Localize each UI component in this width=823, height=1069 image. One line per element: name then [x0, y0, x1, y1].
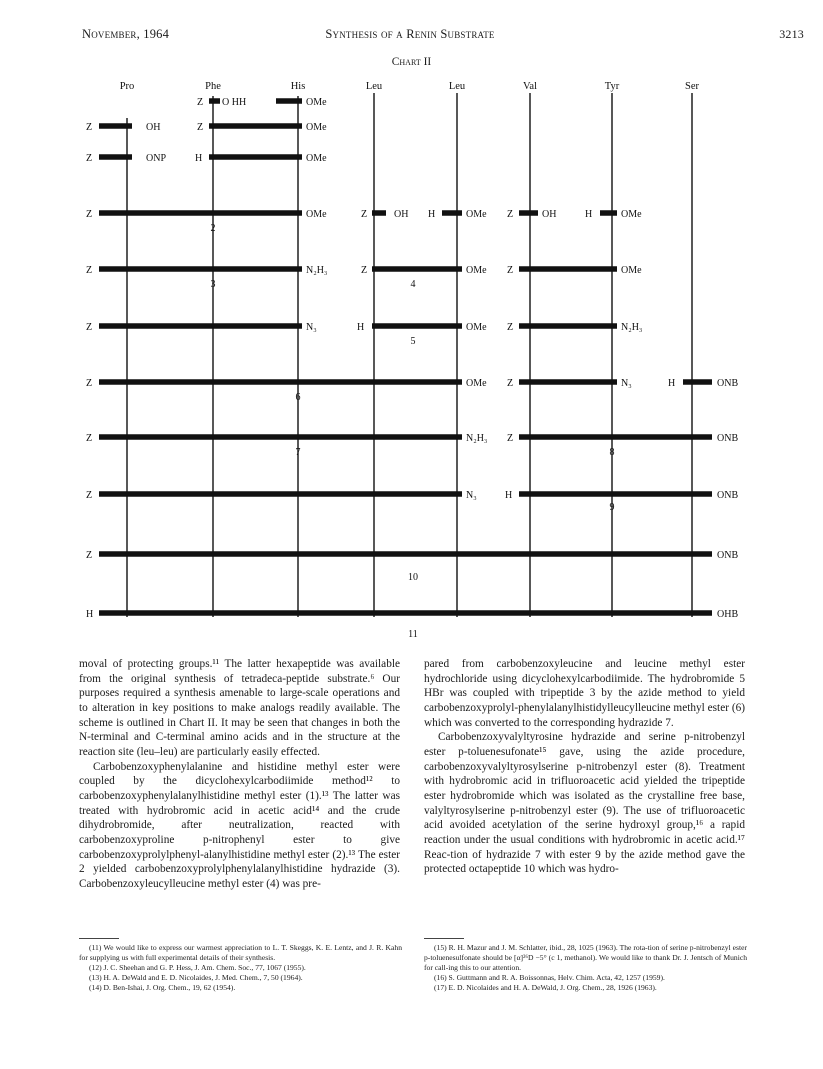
residue-label: Phe	[205, 81, 221, 92]
terminal-label: N₃	[621, 378, 632, 389]
residue-label: Tyr	[604, 81, 620, 92]
paragraph: Carbobenzoxyphenylalanine and histidine methyl ester were coupled by the dicyclohexylcarbodiimide method¹² to carbobenzoxyphenylalanylhistidine methyl ester (1).¹³ The latter was treated with hydrobromic acid in acetic acid¹⁴ and the crude dihydrobromide, after neutralization, reacted with carbobenzoxyproline p-nitrophenyl ester to give carbobenzoxyprolylphenyl-alanylhistidine methyl ester (2).¹³ The ester 2 yielded carbobenzoxyprolylphenylalanylhistidine hydrazide (3). Carbobenzoxyleucylleucine methyl ester (4) was pre-	[79, 760, 400, 890]
compound-number: 10	[408, 572, 418, 583]
terminal-label: N₃	[466, 490, 477, 501]
protecting-group-label: Z	[197, 97, 204, 108]
protecting-group-label: Z	[86, 490, 93, 501]
protecting-group-label: Z	[86, 322, 93, 333]
footnote: (13) H. A. DeWald and E. D. Nicolaides, J. Med. Chem., 7, 50 (1964).	[89, 973, 303, 982]
terminal-label: N₂H₃	[306, 265, 328, 276]
footnote: (11) We would like to express our warmest appreciation to L. T. Skeggs, K. E. Lentz, and J. R. Kahn for supplying us with full experimental details of their synthesis.	[79, 943, 402, 962]
footnote: (12) J. C. Sheehan and G. P. Hess, J. Am. Chem. Soc., 77, 1067 (1955).	[89, 963, 306, 972]
residue-label: Leu	[448, 81, 466, 92]
terminal-label: OMe	[621, 209, 642, 220]
compound-number: 5	[410, 336, 416, 347]
terminal-label: ONP	[146, 153, 167, 164]
terminal-label: ONB	[717, 378, 739, 389]
terminal-label: ONB	[717, 433, 739, 444]
protecting-group-label: H	[668, 378, 676, 389]
terminal-label: ONB	[717, 550, 739, 561]
protecting-group-label: Z	[86, 265, 93, 276]
synthesis-scheme	[0, 70, 823, 650]
terminal-label: OHB	[717, 609, 739, 620]
terminal-label: OMe	[306, 209, 327, 220]
terminal-label: OH	[542, 209, 557, 220]
terminal-label: N₃	[306, 322, 317, 333]
compound-number: 8	[609, 447, 615, 458]
residue-label: His	[290, 81, 306, 92]
compound-number: 6	[295, 392, 301, 403]
footnote: (16) S. Guttmann and R. A. Boissonnas, Helv. Chim. Acta, 42, 1257 (1959).	[434, 973, 665, 982]
residue-label: Ser	[685, 81, 699, 92]
footnote-rule	[79, 938, 119, 939]
body-column-right	[424, 657, 745, 877]
paragraph: Carbobenzoxyvalyltyrosine hydrazide and serine p-nitrobenzyl ester p-toluenesufonate¹⁵ gave, using the azide procedure, carbobenzoxyvalyltyrosylserine p-nitrobenzyl ester (8). Treatment with hydrobromic acid in trifluoroacetic acid yielded the tripeptide ester hydrobromide which was isolated as the crystalline free base, valyltyrosylserine p-nitrobenzyl ester (9). The use of trifluoroacetic acid avoided acetylation of the serine hydroxyl group,¹⁶ a rapid reaction under the usual conditions with hydrobromic in acetic acid.¹⁷ Reac-tion of hydrazide 7 with ester 9 by the azide method gave the protected octapeptide 10 which was hydro-	[424, 731, 745, 876]
footnote: (17) E. D. Nicolaides and H. A. DeWald, J. Org. Chem., 28, 1926 (1963).	[434, 983, 657, 992]
compound-number: 4	[410, 279, 416, 290]
protecting-group-label: Z	[507, 378, 514, 389]
compound-number: 11	[408, 629, 418, 640]
compound-number: 7	[295, 447, 301, 458]
paragraph: pared from carbobenzoxyleucine and leucine methyl ester hydrochloride using dicyclohexylcarbodiimide. The hydrobromide 5 HBr was coupled with tripeptide 3 by the azide method to yield carbobenzoxyprolyl-phenylalanylhistidylleucylleucine methyl ester (6) which was converted to the corresponding hydrazide 7.	[424, 658, 745, 729]
protecting-group-label: Z	[361, 209, 368, 220]
protecting-group-label: Z	[507, 265, 514, 276]
protecting-group-label: Z	[507, 209, 514, 220]
terminal-label: OMe	[306, 122, 327, 133]
footnote-rule	[424, 938, 464, 939]
protecting-group-label: H	[428, 209, 436, 220]
protecting-group-label: H	[86, 609, 94, 620]
page-number: 3213	[779, 27, 804, 41]
terminal-label: OMe	[621, 265, 642, 276]
terminal-label: N₂H₃	[466, 433, 488, 444]
protecting-group-label: Z	[361, 265, 368, 276]
terminal-label: N₂H₃	[621, 322, 643, 333]
chart-title: Chart II	[391, 56, 432, 68]
running-header	[60, 27, 804, 43]
protecting-group-label: H	[585, 209, 593, 220]
terminal-label: OMe	[466, 322, 487, 333]
residue-label: Val	[523, 81, 537, 92]
protecting-group-label: Z	[86, 209, 93, 220]
protecting-group-label: H	[505, 490, 513, 501]
protecting-group-label: Z	[86, 153, 93, 164]
journal-date: November, 1964	[82, 27, 170, 41]
terminal-label: ONB	[717, 490, 739, 501]
protecting-group-label: Z	[86, 378, 93, 389]
terminal-label: OMe	[466, 378, 487, 389]
terminal-label: O HH	[222, 97, 247, 108]
paragraph: moval of protecting groups.¹¹ The latter hexapeptide was available from the original synthesis of tetradeca-peptide substrate.⁶ Our purposes required a synthesis amenable to large-scale operations and to alteration in key positions to make analogs readily available. The scheme is outlined in Chart II. It may be seen that changes in both the N-terminal and C-terminal amino acids and in the structure at the reaction site (leu–leu) are particularly easily effected.	[79, 658, 400, 758]
protecting-group-label: Z	[507, 322, 514, 333]
residue-label: Pro	[119, 81, 135, 92]
terminal-label: OMe	[306, 153, 327, 164]
protecting-group-label: Z	[86, 122, 93, 133]
footnotes-right	[424, 943, 747, 993]
footnote: (14) D. Ben-Ishai, J. Org. Chem., 19, 62 (1954).	[89, 983, 236, 992]
running-title: Synthesis of a Renin Substrate	[325, 27, 495, 41]
protecting-group-label: Z	[86, 550, 93, 561]
protecting-group-label: Z	[507, 433, 514, 444]
body-column-left	[79, 657, 400, 892]
terminal-label: OMe	[466, 209, 487, 220]
protecting-group-label: H	[357, 322, 365, 333]
protecting-group-label: H	[195, 153, 203, 164]
protecting-group-label: Z	[197, 122, 204, 133]
compound-number: 3	[210, 279, 216, 290]
terminal-label: OMe	[306, 97, 327, 108]
compound-number: 2	[210, 223, 216, 234]
terminal-label: OH	[394, 209, 409, 220]
compound-number: 9	[609, 502, 615, 513]
protecting-group-label: Z	[86, 433, 93, 444]
footnote: (15) R. H. Mazur and J. M. Schlatter, ibid., 28, 1025 (1963). The rota-tion of serine p-nitrobenzyl ester p-toluenesulfonate should be [α]²⁶D −5° (c 1, methanol). We would like to thank Dr. J. Jentsch of Munich for call-ing this to our attention.	[424, 943, 747, 972]
footnotes-left	[79, 943, 402, 993]
residue-label: Leu	[365, 81, 383, 92]
terminal-label: OH	[146, 122, 161, 133]
terminal-label: OMe	[466, 265, 487, 276]
